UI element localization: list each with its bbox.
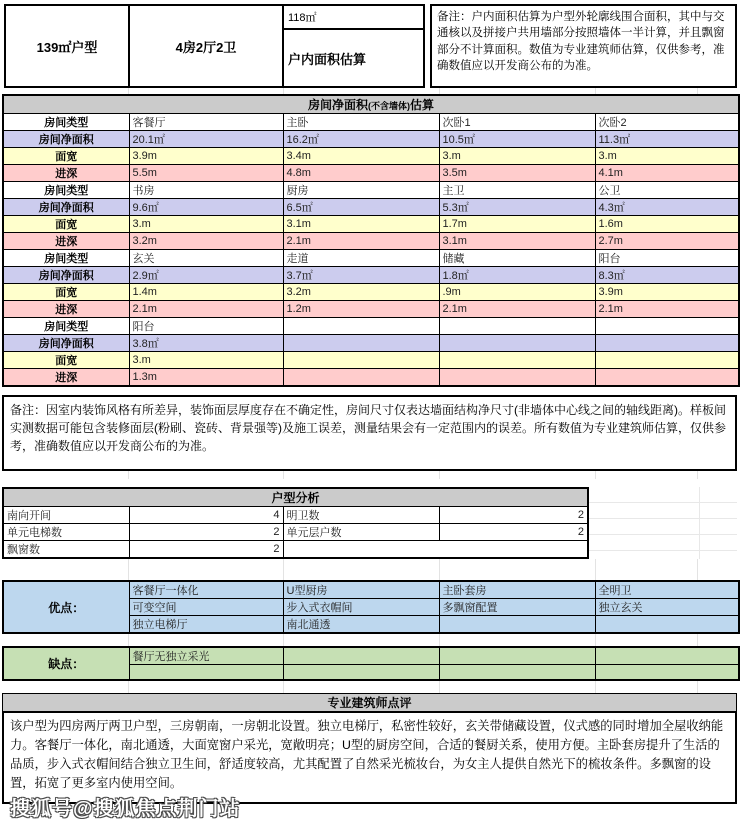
room-name-cell: 主卫: [439, 182, 595, 199]
table-row: [3, 284, 739, 301]
table-row: [3, 199, 739, 216]
analysis-value: 4: [129, 507, 283, 524]
room-name-cell: [439, 318, 595, 335]
room-area-cell: 16.2㎡: [283, 131, 439, 148]
cons-table: [2, 646, 740, 681]
row-label-area: 房间净面积: [3, 131, 129, 148]
table-row: [3, 131, 739, 148]
room-name-cell: 书房: [129, 182, 283, 199]
pros-item: 客餐厅一体化: [129, 581, 283, 599]
table-row: [3, 318, 739, 335]
table-row: [3, 267, 739, 284]
table-row: [3, 647, 739, 665]
room-width-cell: 1.6m: [595, 216, 739, 233]
room-depth-cell: 1.3m: [129, 369, 283, 387]
analysis-title: 户型分析: [3, 488, 588, 507]
room-depth-cell: 2.1m: [283, 233, 439, 250]
room-area-cell: 8.3㎡: [595, 267, 739, 284]
table-row: [3, 581, 739, 599]
cons-item: [283, 647, 439, 665]
table-row: [3, 114, 739, 131]
row-label-area: 房间净面积: [3, 267, 129, 284]
room-name-cell: 玄关: [129, 250, 283, 267]
row-label-depth: 进深: [3, 233, 129, 250]
room-table-title: [3, 95, 739, 114]
room-width-cell: 1.4m: [129, 284, 283, 301]
row-label-type: 房间类型: [3, 114, 129, 131]
pros-item: 全明卫: [595, 581, 739, 599]
analysis-value: 2: [439, 507, 588, 524]
room-name-cell: 次卧1: [439, 114, 595, 131]
header-note: 备注：户内面积估算为户型外轮廓线围合面积，其中与交通核以及拼接户共用墙部分按照墙体一半计算，并且飘窗部分不计算面积。数值为专业建筑师估算，仅供参考，准确数值应以开发商公布的为准。: [430, 4, 737, 88]
cons-item: [595, 647, 739, 665]
table-row: [3, 488, 588, 507]
pros-item: 多飘窗配置: [439, 599, 595, 616]
room-width-cell: 3.4m: [283, 148, 439, 165]
review-header: 专业建筑师点评: [2, 693, 737, 711]
room-width-cell: [439, 352, 595, 369]
room-area-cell: 20.1㎡: [129, 131, 283, 148]
room-area-cell: 3.8㎡: [129, 335, 283, 352]
room-area-cell: [595, 335, 739, 352]
table-row: [3, 352, 739, 369]
cons-label: 缺点：: [3, 647, 129, 680]
grid-gap: [2, 634, 738, 646]
title-paren: (不含墙体): [368, 101, 411, 111]
room-depth-cell: 3.1m: [439, 233, 595, 250]
room-name-cell: 阳台: [129, 318, 283, 335]
row-label-type: 房间类型: [3, 250, 129, 267]
analysis-value: 2: [129, 541, 283, 559]
room-area-table: [2, 94, 740, 387]
review-box: [2, 711, 737, 820]
room-area-cell: 11.3㎡: [595, 131, 739, 148]
room-width-cell: .9m: [439, 284, 595, 301]
pros-table: [2, 580, 740, 634]
table-row: [3, 369, 739, 387]
analysis-label: 单元电梯数: [3, 524, 129, 541]
room-name-cell: 公卫: [595, 182, 739, 199]
pros-item: 步入式衣帽间: [283, 599, 439, 616]
room-name-cell: 阳台: [595, 250, 739, 267]
room-depth-cell: 2.1m: [129, 301, 283, 318]
room-depth-cell: [439, 369, 595, 387]
room-depth-cell: 4.1m: [595, 165, 739, 182]
row-label-area: 房间净面积: [3, 335, 129, 352]
room-name-cell: 次卧2: [595, 114, 739, 131]
room-depth-cell: 2.1m: [595, 301, 739, 318]
pros-item: 独立电梯厅: [129, 616, 283, 634]
cons-item: [129, 665, 283, 680]
room-depth-cell: 3.2m: [129, 233, 283, 250]
analysis-label: 明卫数: [283, 507, 439, 524]
row-label-width: 面宽: [3, 284, 129, 301]
table-row: [3, 507, 588, 524]
room-name-cell: 主卧: [283, 114, 439, 131]
pros-item: [595, 616, 739, 634]
room-name-cell: [283, 318, 439, 335]
table-row: [3, 250, 739, 267]
room-area-cell: 10.5㎡: [439, 131, 595, 148]
room-area-cell: 3.7㎡: [283, 267, 439, 284]
room-area-cell: 6.5㎡: [283, 199, 439, 216]
review-text: 该户型为四房两厅两卫户型，三房朝南，一房朝北设置。独立电梯厅，私密性较好，玄关带储藏设置，仪式感的同时增加全屋收纳能力。客餐厅一体化，南北通透，大面宽窗户采光，宽敞明亮；U型的厨房空间，合适的餐厨关系，使用方便。主卧套房提升了生活的品质，步入式衣帽间结合独立卫生间，舒适度较高，尤其配置了自然采光梳妆台，为女主人提供自然光下的梳妆条件。多飘窗的设置，拓宽了更多室内使用空间。: [10, 718, 724, 790]
room-depth-cell: 3.5m: [439, 165, 595, 182]
grid-filler: [589, 487, 737, 559]
cons-item: [283, 665, 439, 680]
room-width-cell: 1.7m: [439, 216, 595, 233]
room-area-cell: [283, 335, 439, 352]
inner-area-cell: [284, 6, 423, 86]
room-area-cell: 5.3㎡: [439, 199, 595, 216]
analysis-empty-cell: [283, 541, 439, 559]
room-name-cell: [595, 318, 739, 335]
room-width-cell: 3.9m: [129, 148, 283, 165]
watermark: 搜狐号@搜狐焦点荆门站: [10, 797, 241, 820]
room-depth-cell: [283, 369, 439, 387]
room-width-cell: 3.2m: [283, 284, 439, 301]
row-label-type: 房间类型: [3, 318, 129, 335]
plan-summary-box: [4, 4, 425, 88]
table-row: [3, 301, 739, 318]
room-area-cell: 2.9㎡: [129, 267, 283, 284]
analysis-label: 单元层户数: [283, 524, 439, 541]
room-width-cell: [595, 352, 739, 369]
plan-layout-cell: 4房2厅2卫: [130, 6, 284, 86]
room-area-cell: [439, 335, 595, 352]
table-row: [3, 541, 588, 559]
room-width-cell: 3.1m: [283, 216, 439, 233]
room-width-cell: 3.m: [129, 216, 283, 233]
cons-item: [595, 665, 739, 680]
title-main: 房间净面积: [308, 98, 369, 112]
room-width-cell: 3.9m: [595, 284, 739, 301]
room-area-cell: 1.8㎡: [439, 267, 595, 284]
room-depth-cell: 2.1m: [439, 301, 595, 318]
room-depth-cell: [595, 369, 739, 387]
table-row: [3, 233, 739, 250]
measure-note: 备注：因室内装饰风格有所差异，装饰面层厚度存在不确定性，房间尺寸仅表达墙面结构净尺寸(非墙体中心线之间的轴线距离)。样板间实测数据可能包含装修面层(粉刷、瓷砖、背景强等)及施工误差，测量结果会有一定范围内的误差。所有数值为专业建筑师估算，仅供参考，准确数值应以开发商公布的为准。: [2, 395, 737, 471]
room-width-cell: 3.m: [129, 352, 283, 369]
room-depth-cell: 1.2m: [283, 301, 439, 318]
analysis-empty-cell: [439, 541, 588, 559]
page-root: [0, 4, 740, 820]
table-row: [3, 165, 739, 182]
analysis-value: 2: [439, 524, 588, 541]
room-depth-cell: 5.5m: [129, 165, 283, 182]
room-area-cell: 4.3㎡: [595, 199, 739, 216]
cons-item: 餐厅无独立采光: [129, 647, 283, 665]
table-row: [3, 216, 739, 233]
room-name-cell: 走道: [283, 250, 439, 267]
pros-item: U型厨房: [283, 581, 439, 599]
pros-item: [439, 616, 595, 634]
grid-gap: [2, 471, 738, 479]
row-label-depth: 进深: [3, 369, 129, 387]
cons-item: [439, 647, 595, 665]
grid-gap: [2, 559, 738, 580]
row-label-depth: 进深: [3, 165, 129, 182]
analysis-label: 南向开间: [3, 507, 129, 524]
room-name-cell: 客餐厅: [129, 114, 283, 131]
analysis-table: [2, 487, 589, 559]
inner-area-label: 户内面积估算: [288, 51, 367, 67]
row-label-type: 房间类型: [3, 182, 129, 199]
table-title-row: [3, 95, 739, 114]
row-label-area: 房间净面积: [3, 199, 129, 216]
pros-item: 独立玄关: [595, 599, 739, 616]
analysis-value: 2: [129, 524, 283, 541]
table-row: [3, 182, 739, 199]
pros-item: 主卧套房: [439, 581, 595, 599]
room-depth-cell: 2.7m: [595, 233, 739, 250]
row-label-width: 面宽: [3, 148, 129, 165]
analysis-section: [0, 487, 740, 559]
row-label-width: 面宽: [3, 352, 129, 369]
pros-item: 南北通透: [283, 616, 439, 634]
room-width-cell: [283, 352, 439, 369]
pros-label: 优点：: [3, 581, 129, 633]
room-area-cell: 9.6㎡: [129, 199, 283, 216]
title-tail: 估算: [410, 98, 435, 112]
table-row: [3, 148, 739, 165]
row-label-width: 面宽: [3, 216, 129, 233]
room-name-cell: 储藏: [439, 250, 595, 267]
row-label-depth: 进深: [3, 301, 129, 318]
room-name-cell: 厨房: [283, 182, 439, 199]
room-depth-cell: 4.8m: [283, 165, 439, 182]
grid-gap: [2, 681, 738, 693]
table-row: [3, 335, 739, 352]
header-section: [4, 4, 737, 88]
table-row: [3, 524, 588, 541]
pros-item: 可变空间: [129, 599, 283, 616]
cons-item: [439, 665, 595, 680]
inner-area-value: 118㎡: [284, 6, 423, 30]
room-width-cell: 3.m: [595, 148, 739, 165]
analysis-label: 飘窗数: [3, 541, 129, 559]
room-width-cell: 3.m: [439, 148, 595, 165]
plan-size-cell: 139㎡户型: [6, 6, 130, 86]
